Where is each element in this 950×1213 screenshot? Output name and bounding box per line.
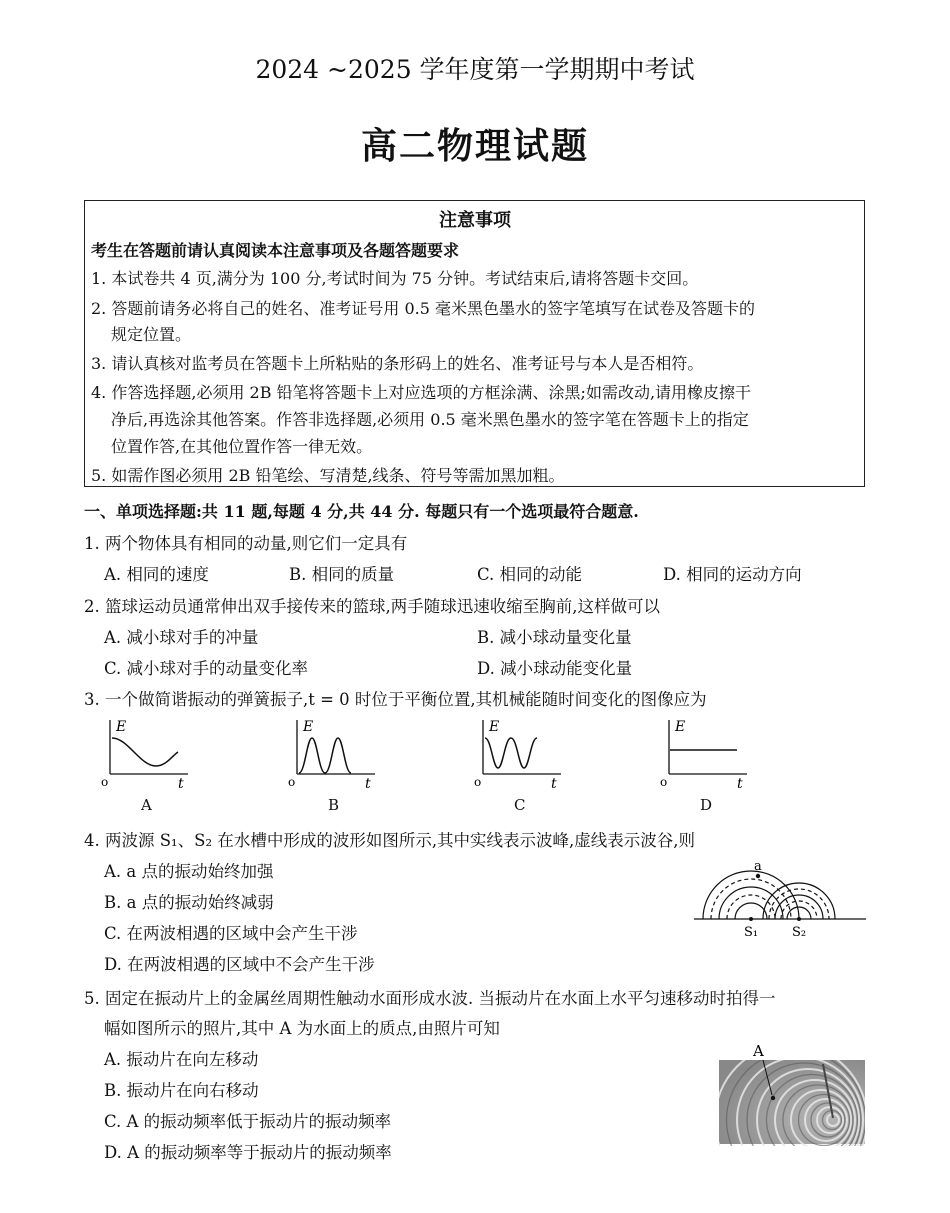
q5-option-d: D. A 的振动频率等于振动片的振动频率 — [104, 1143, 392, 1162]
q1-option-d: D. 相同的运动方向 — [663, 565, 802, 584]
graph-curve — [299, 738, 351, 773]
q4-option-a: A. a 点的振动始终加强 — [104, 862, 274, 881]
graph-d-label: D — [700, 796, 713, 814]
q1-option-b: B. 相同的质量 — [289, 565, 395, 584]
graph-curve — [485, 738, 537, 768]
graph-curve — [112, 738, 178, 766]
q5-option-c: C. A 的振动频率低于振动片的振动频率 — [104, 1112, 392, 1131]
notice-item: 5. 如需作图必须用 2B 铅笔绘、写清楚,线条、符号等需加黑加粗。 — [91, 466, 565, 485]
y-axis-label: E — [116, 719, 127, 735]
notice-item: 净后,再选涂其他答案。作答非选择题,必须用 0.5 毫米黑色墨水的签字笔在答题卡上的指定 — [111, 410, 749, 429]
x-axis-label: t — [551, 776, 557, 792]
notice-item: 2. 答题前请务必将自己的姓名、准考证号用 0.5 毫米黑色墨水的签字笔填写在试卷及答题卡的 — [91, 299, 755, 318]
notice-item: 位置作答,在其他位置作答一律无效。 — [111, 437, 373, 456]
q5-option-b: B. 振动片在向右移动 — [104, 1081, 259, 1100]
origin-label: o — [288, 775, 296, 789]
point-a-label: A — [753, 1042, 764, 1060]
q2-option-c: C. 减小球对手的动量变化率 — [104, 659, 309, 678]
question-5-stem-line1: 5. 固定在振动片上的金属丝周期性触动水面形成水波. 当振动片在水面上水平匀速移动时拍得一 — [84, 989, 776, 1008]
graph-c-label: C — [514, 796, 526, 814]
notice-item: 规定位置。 — [111, 325, 192, 344]
graph-a — [100, 716, 192, 792]
s2-label: S₂ — [792, 925, 807, 940]
notice-heading: 注意事项 — [439, 210, 511, 231]
section-heading: 一、单项选择题:共 11 题,每题 4 分,共 44 分. 每题只有一个选项最符合题意. — [84, 502, 639, 521]
q2-option-b: B. 减小球动量变化量 — [477, 628, 632, 647]
exam-title: 2024 ~2025 学年度第一学期期中考试 — [255, 55, 695, 84]
point-a-label: a — [754, 859, 762, 874]
s1-source-dot — [749, 917, 753, 921]
q2-option-a: A. 减小球对手的冲量 — [104, 628, 259, 647]
page-title: 高二物理试题 — [360, 125, 589, 167]
q4-option-b: B. a 点的振动始终减弱 — [104, 893, 274, 912]
s2-source-dot — [797, 917, 801, 921]
question-1-stem: 1. 两个物体具有相同的动量,则它们一定具有 — [84, 534, 408, 553]
question-5-stem-line2: 幅如图所示的照片,其中 A 为水面上的质点,由照片可知 — [104, 1019, 500, 1038]
q1-option-c: C. 相同的动能 — [477, 565, 583, 584]
question-3-stem: 3. 一个做简谐振动的弹簧振子,t = 0 时位于平衡位置,其机械能随时间变化的图像应为 — [84, 690, 707, 709]
wave-interference-figure — [690, 852, 870, 940]
q4-option-c: C. 在两波相遇的区域中会产生干涉 — [104, 924, 358, 943]
question-2-stem: 2. 篮球运动员通常伸出双手接传来的篮球,两手随球迅速收缩至胸前,这样做可以 — [84, 597, 660, 616]
origin-label: o — [474, 775, 482, 789]
graph-b-label: B — [328, 796, 340, 814]
origin-label: o — [101, 775, 109, 789]
graph-a-label: A — [141, 796, 152, 814]
graph-c — [473, 716, 565, 792]
q2-option-d: D. 减小球动能变化量 — [477, 659, 633, 678]
s1-trough — [727, 895, 775, 919]
question-4-stem: 4. 两波源 S₁、S₂ 在水槽中形成的波形如图所示,其中实线表示波峰,虚线表示波谷,则 — [84, 831, 696, 850]
s1-label: S₁ — [744, 925, 759, 940]
y-axis-label: E — [675, 719, 686, 735]
point-a-dot — [771, 1096, 775, 1100]
water-wave-photo — [715, 1040, 867, 1146]
notice-item: 1. 本试卷共 4 页,满分为 100 分,考试时间为 75 分钟。考试结束后,请将答题卡交回。 — [91, 269, 699, 288]
y-axis-label: E — [489, 719, 500, 735]
y-axis-label: E — [303, 719, 314, 735]
q4-option-d: D. 在两波相遇的区域中不会产生干涉 — [104, 955, 375, 974]
s1-crest — [735, 903, 767, 919]
notice-item: 4. 作答选择题,必须用 2B 铅笔将答题卡上对应选项的方框涂满、涂黑;如需改动,请用橡皮擦干 — [91, 383, 752, 402]
q1-option-a: A. 相同的速度 — [104, 565, 209, 584]
x-axis-label: t — [365, 776, 371, 792]
notice-intro: 考生在答题前请认真阅读本注意事项及各题答题要求 — [91, 241, 460, 260]
graph-b — [287, 716, 379, 792]
origin-label: o — [660, 775, 668, 789]
x-axis-label: t — [737, 776, 743, 792]
notice-item: 3. 请认真核对监考员在答题卡上所粘贴的条形码上的姓名、准考证号与本人是否相符。 — [91, 354, 704, 373]
x-axis-label: t — [178, 776, 184, 792]
graph-d — [659, 716, 751, 792]
q5-option-a: A. 振动片在向左移动 — [104, 1050, 259, 1069]
point-a-dot — [756, 874, 760, 878]
s1-trough — [711, 879, 791, 919]
